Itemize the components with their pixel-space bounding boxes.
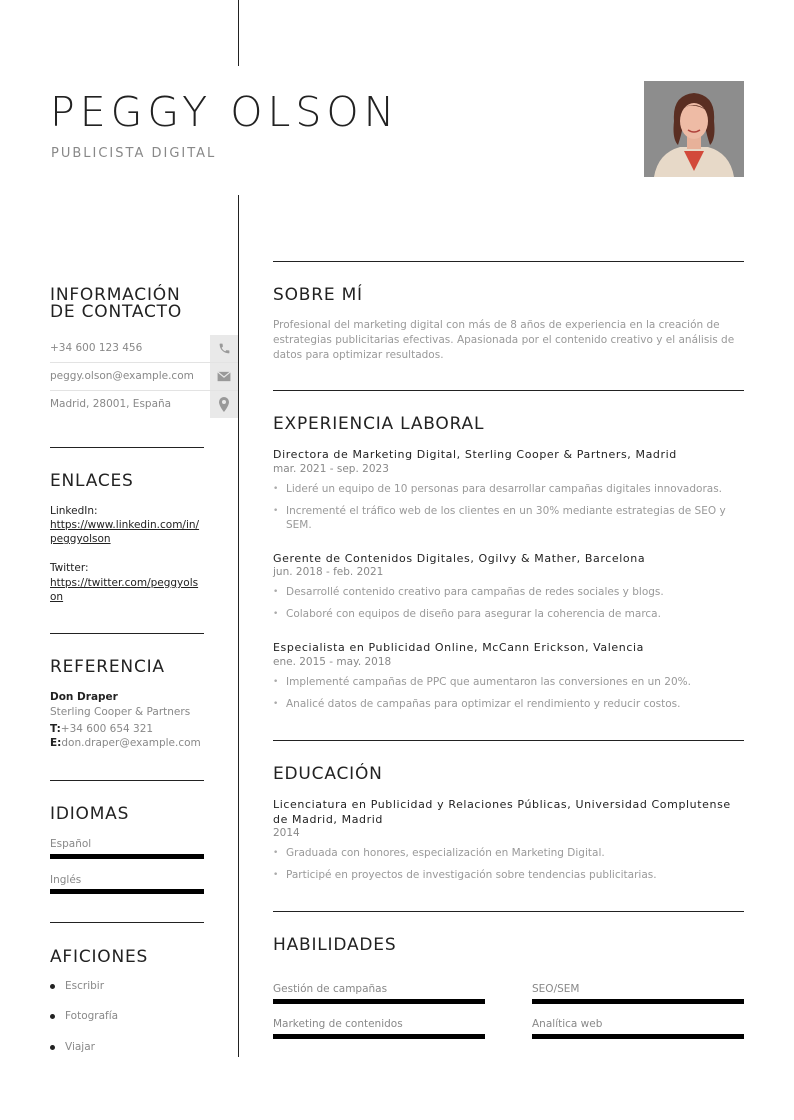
profile-photo — [644, 81, 744, 177]
job-bullet: • Analicé datos de campañas para optimizar el rendimiento y reducir costos. — [273, 697, 743, 711]
hobby-item — [50, 1041, 95, 1053]
job-title: Directora de Marketing Digital, Sterling Cooper & Partners, Madrid — [273, 448, 677, 461]
contact-title-line1: INFORMACIÓN — [50, 285, 181, 305]
languages-section-title: IDIOMAS — [50, 804, 130, 824]
reference-phone-line — [50, 723, 153, 735]
language-level-bar — [50, 889, 204, 894]
hobby-item — [50, 980, 104, 992]
language-label: Inglés — [50, 874, 82, 886]
top-divider-line — [238, 0, 239, 66]
contact-section-title — [50, 287, 182, 321]
section-divider — [273, 911, 744, 912]
contact-phone-row — [50, 335, 238, 363]
education-bullet: • Graduada con honores, especialización en Marketing Digital. — [273, 846, 743, 860]
hobby-label: Escribir — [65, 980, 105, 992]
job-title: Gerente de Contenidos Digitales, Ogilvy & Mather, Barcelona — [273, 552, 646, 565]
column-divider-line — [238, 195, 239, 1057]
sidebar-divider — [50, 447, 204, 448]
sidebar-divider — [50, 922, 204, 923]
language-level-bar — [50, 854, 204, 859]
envelope-icon — [210, 363, 238, 390]
reference-company: Sterling Cooper & Partners — [50, 706, 191, 718]
candidate-job-title: PUBLICISTA DIGITAL — [51, 146, 217, 161]
language-label: Español — [50, 838, 92, 850]
reference-email-prefix: E: — [50, 737, 62, 749]
skill-level-bar — [532, 999, 744, 1004]
skill-level-bar — [273, 1034, 485, 1039]
linkedin-link[interactable]: https://www.linkedin.com/in/peggyolson — [50, 519, 200, 545]
contact-address-row — [50, 391, 238, 419]
hobby-label: Viajar — [65, 1041, 95, 1053]
twitter-link[interactable]: https://twitter.com/peggyolson — [50, 577, 199, 603]
reference-email: don.draper@example.com — [61, 737, 201, 749]
contact-title-line2: DE CONTACTO — [50, 302, 183, 322]
job-bullet: • Desarrollé contenido creativo para campañas de redes sociales y blogs. — [273, 585, 743, 599]
hobby-item — [50, 1010, 118, 1022]
hobby-label: Fotografía — [65, 1010, 119, 1022]
job-dates: ene. 2015 - may. 2018 — [273, 656, 392, 668]
sidebar-divider — [50, 780, 204, 781]
education-section-title: EDUCACIÓN — [273, 764, 383, 784]
skill-label: Gestión de campañas — [273, 983, 388, 995]
skill-level-bar — [532, 1034, 744, 1039]
contact-phone: +34 600 123 456 — [50, 342, 143, 354]
education-degree: Licenciatura en Publicidad y Relaciones Públicas, Universidad Complutense de Madrid, Madrid — [273, 798, 731, 826]
job-bullet: • Implementé campañas de PPC que aumentaron las conversiones en un 20%. — [273, 675, 743, 689]
contact-email: peggy.olson@example.com — [50, 370, 194, 382]
bullet-icon — [50, 1045, 55, 1050]
about-section-title: SOBRE MÍ — [273, 285, 363, 305]
skill-level-bar — [273, 999, 485, 1004]
job-dates: jun. 2018 - feb. 2021 — [273, 566, 384, 578]
section-divider — [273, 261, 744, 262]
skill-label: SEO/SEM — [532, 983, 580, 995]
section-divider — [273, 390, 744, 391]
job-bullet: • Incrementé el tráfico web de los clientes en un 30% mediante estrategias de SEO y SEM. — [273, 504, 743, 532]
about-text: Profesional del marketing digital con más de 8 años de experiencia en la creación de estrategias publicitarias efectivas. Apasionada por el contenido creativo y el análisis de datos para optimizar resultados. — [273, 319, 735, 361]
section-divider — [273, 740, 744, 741]
candidate-name: PEGGY OLSON — [50, 88, 400, 136]
job-bullet: • Lideré un equipo de 10 personas para desarrollar campañas digitales innovadoras. — [273, 482, 743, 496]
reference-name: Don Draper — [50, 691, 118, 703]
experience-section-title: EXPERIENCIA LABORAL — [273, 414, 485, 434]
job-dates: mar. 2021 - sep. 2023 — [273, 463, 389, 475]
education-bullet: • Participé en proyectos de investigación sobre tendencias publicitarias. — [273, 868, 743, 882]
reference-email-line — [50, 737, 201, 749]
skill-label: Analítica web — [532, 1018, 603, 1030]
reference-phone: +34 600 654 321 — [60, 723, 154, 735]
sidebar-divider — [50, 633, 204, 634]
bullet-icon — [50, 1014, 55, 1019]
location-pin-icon — [210, 391, 238, 418]
education-year: 2014 — [273, 827, 300, 839]
hobbies-section-title: AFICIONES — [50, 947, 149, 967]
skills-section-title: HABILIDADES — [273, 935, 397, 955]
job-bullet: • Colaboré con equipos de diseño para asegurar la coherencia de marca. — [273, 607, 743, 621]
job-title: Especialista en Publicidad Online, McCann Erickson, Valencia — [273, 641, 645, 654]
links-section-title: ENLACES — [50, 471, 134, 491]
linkedin-label: LinkedIn: — [50, 505, 98, 517]
phone-icon — [210, 335, 238, 362]
contact-address: Madrid, 28001, España — [50, 398, 172, 410]
twitter-label: Twitter: — [50, 562, 89, 574]
reference-phone-prefix: T: — [50, 723, 61, 735]
bullet-icon — [50, 984, 55, 989]
reference-section-title: REFERENCIA — [50, 657, 165, 677]
skill-label: Marketing de contenidos — [273, 1018, 403, 1030]
contact-email-row — [50, 363, 238, 391]
